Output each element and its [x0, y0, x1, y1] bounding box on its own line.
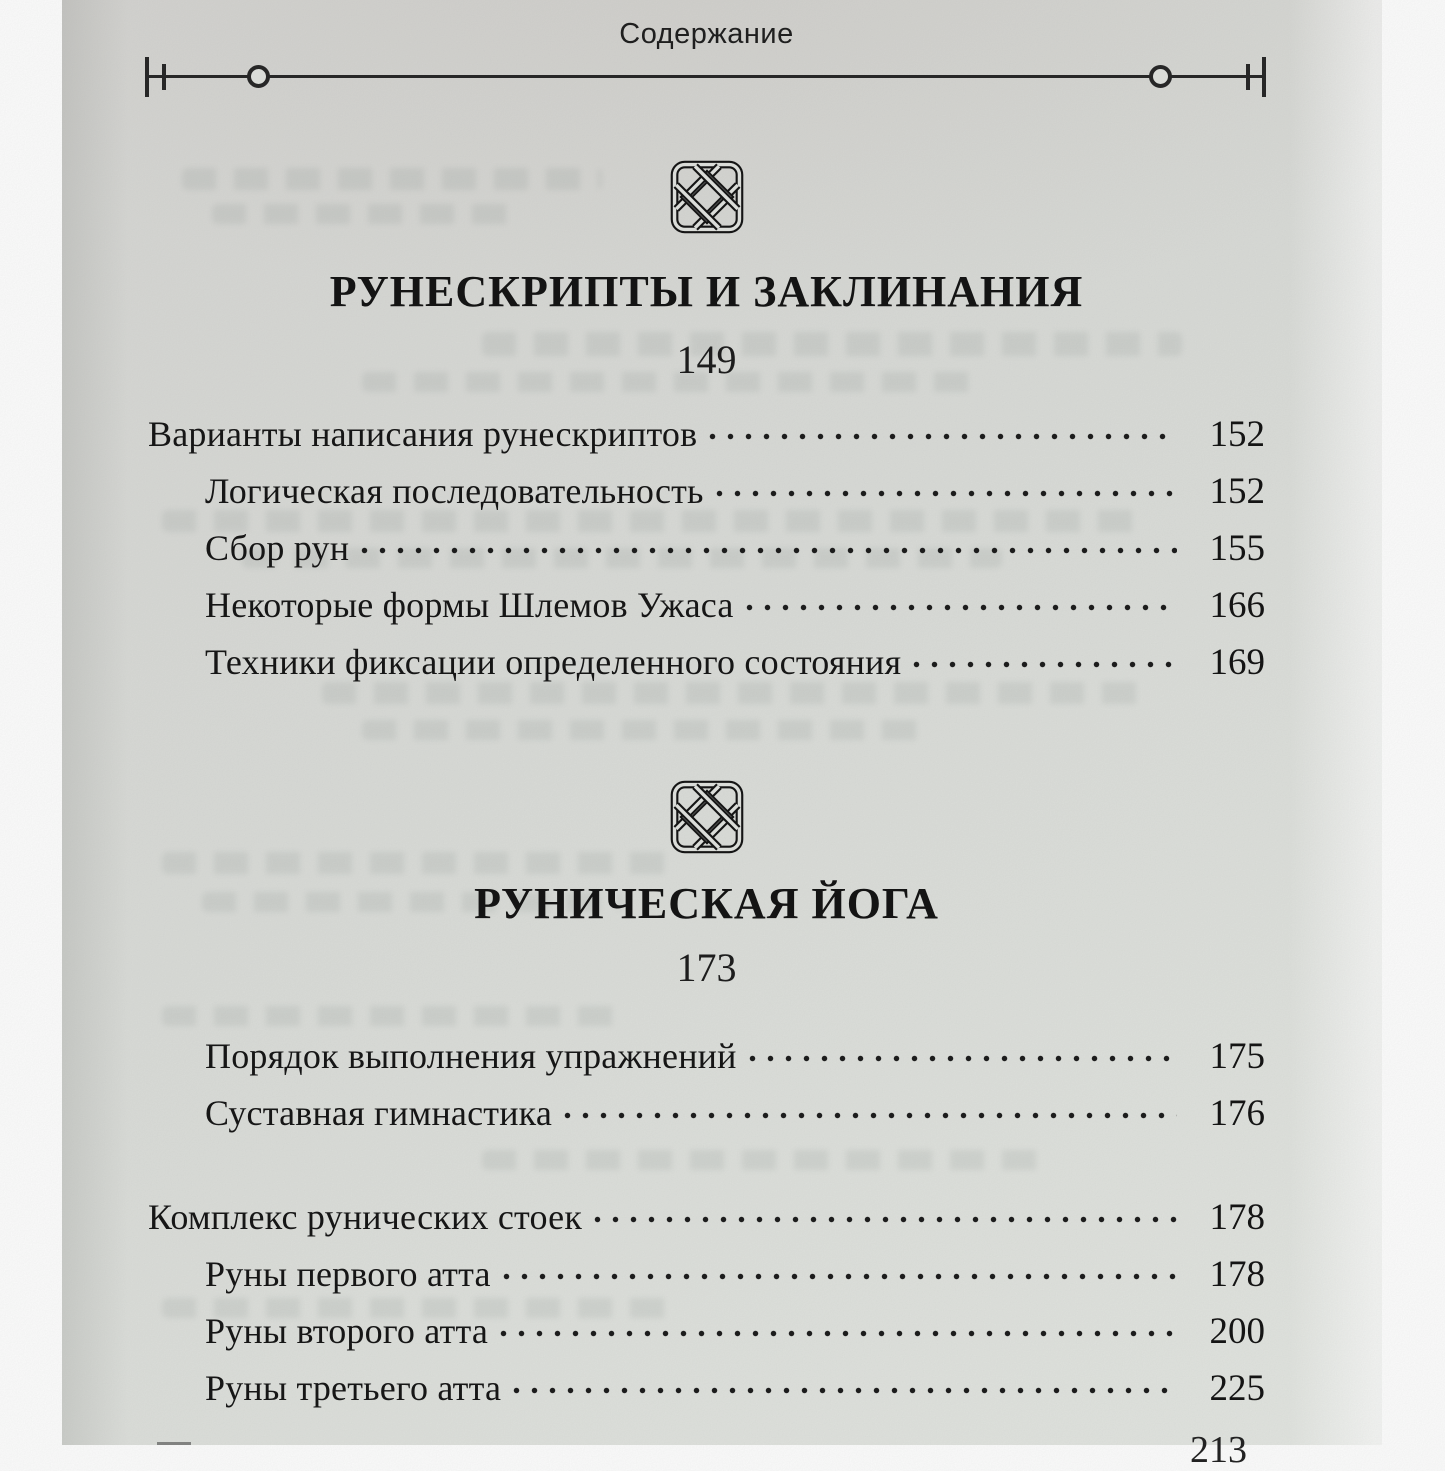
toc-entry-label: Комплекс рунических стоек [148, 1197, 583, 1237]
toc-entry-page: 178 [1209, 1254, 1265, 1295]
dot-leader [594, 1216, 1177, 1223]
dot-leader [564, 1112, 1177, 1119]
toc-entry-page: 155 [1209, 528, 1265, 569]
toc-entry [148, 577, 1265, 634]
toc-entry [148, 406, 1265, 463]
toc-entry [148, 634, 1265, 691]
dot-leader [709, 433, 1177, 440]
toc-entry-label: Техники фиксации определенного состояния [205, 642, 902, 682]
toc-entry-page: 178 [1209, 1197, 1265, 1238]
section-start-page: 173 [676, 945, 737, 990]
celtic-knot-icon [148, 156, 1265, 243]
toc-entry-label: Руны третьего атта [205, 1368, 502, 1408]
toc-entry-page: 152 [1209, 414, 1265, 455]
section-title: РУНИЧЕСКАЯ ЙОГА [474, 879, 939, 928]
toc-entry [148, 1028, 1265, 1085]
dot-leader [746, 604, 1177, 611]
toc-block [148, 1189, 1265, 1417]
section-title: РУНЕСКРИПТЫ И ЗАКЛИНАНИЯ [329, 267, 1084, 316]
dot-leader [361, 547, 1177, 554]
toc-entry-page: 169 [1209, 642, 1265, 683]
toc-entry-page: 225 [1209, 1368, 1265, 1409]
toc-entry [148, 1246, 1265, 1303]
toc-entry-page: 176 [1209, 1093, 1265, 1134]
toc-block [148, 406, 1265, 691]
book-page [62, 0, 1382, 1471]
toc-entry-page: 166 [1209, 585, 1265, 626]
toc-entry-label: Руны второго атта [205, 1311, 489, 1351]
toc-entry [148, 1360, 1265, 1417]
toc-entry [148, 1085, 1265, 1142]
dot-leader [749, 1055, 1177, 1062]
clipped-text-fragment [157, 1442, 191, 1445]
toc-entry [148, 1303, 1265, 1360]
dot-leader [913, 661, 1177, 668]
toc-entry [148, 1189, 1265, 1246]
dot-leader [513, 1387, 1177, 1394]
toc-entry-label: Суставная гимнастика [205, 1093, 553, 1133]
toc-entry-label: Варианты написания рунескриптов [148, 414, 698, 454]
dot-leader [500, 1330, 1177, 1337]
toc-entry-page: 175 [1209, 1036, 1265, 1077]
toc-entry [148, 520, 1265, 577]
dot-leader [503, 1273, 1177, 1280]
toc-entry-label: Сбор рун [205, 528, 350, 568]
clipped-next-line [1190, 1429, 1280, 1471]
celtic-knot-icon [148, 776, 1265, 863]
toc-entry-label: Порядок выполнения упражнений [205, 1036, 737, 1076]
toc-entry-label: Руны первого атта [205, 1254, 491, 1294]
toc-entry-page: 200 [1209, 1311, 1265, 1352]
toc-entry-page: 152 [1209, 471, 1265, 512]
running-head: Содержание [619, 18, 794, 50]
dot-leader [716, 490, 1177, 497]
toc-entry-label: Логическая последовательность [205, 471, 704, 511]
toc-entry-label: Некоторые формы Шлемов Ужаса [205, 585, 734, 625]
clipped-page-number: 213 [1190, 1429, 1247, 1471]
toc-entry [148, 463, 1265, 520]
toc-block [148, 1028, 1265, 1142]
section-start-page: 149 [676, 337, 737, 382]
